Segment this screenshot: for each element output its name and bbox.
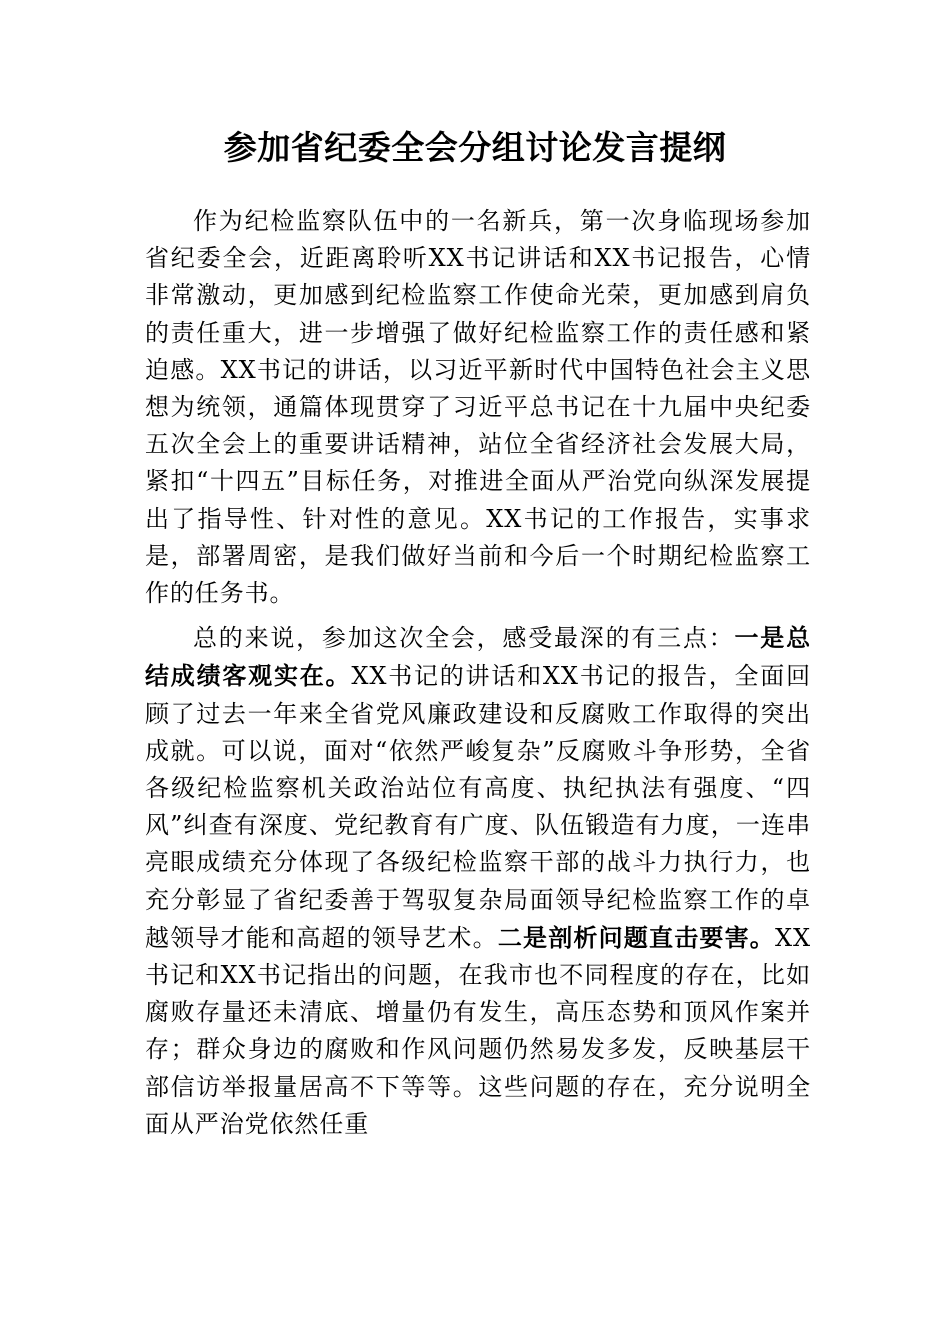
document-title: 参加省纪委全会分组讨论发言提纲 — [223, 128, 727, 167]
point-one-text: XX书记的讲话和XX书记的报告，全面回顾了过去一年来全省党风廉政建设和反腐败工作取得的突出成就。可以说，面对“依然严峻复杂”反腐败斗争形势，全省各级纪检监察机关政治站位有高度、执纪执法有强度、“四风”纠查有深度、党纪教育有广度、队伍锻造有力度，一连串亮眼成绩充分体现了各级纪检监察干部的战斗力执行力，也充分彰显了省纪委善于驾驭复杂局面领导纪检监察工作的卓越领导才能和高超的领导艺术。 — [145, 662, 811, 952]
document-body — [145, 203, 811, 1143]
paragraph-summary — [145, 619, 811, 1143]
point-one-heading: 一是总结成绩客观实在。 — [145, 623, 811, 691]
paragraph-intro: 作为纪检监察队伍中的一名新兵，第一次身临现场参加省纪委全会，近距离聆听XX书记讲话和XX书记报告，心情非常激动，更加感到纪检监察工作使命光荣，更加感到肩负的责任重大，进一步增强了做好纪检监察工作的责任感和紧迫感。XX书记的讲话，以习近平新时代中国特色社会主义思想为统领，通篇体现贯穿了习近平总书记在十九届中央纪委五次全会上的重要讲话精神，站位全省经济社会发展大局，紧扣“十四五”目标任务，对推进全面从严治党向纵深发展提出了指导性、针对性的意见。XX书记的工作报告，实事求是，部署周密，是我们做好当前和今后一个时期纪检监察工作的任务书。 — [145, 207, 811, 608]
point-two-text: XX书记和XX书记指出的问题，在我市也不同程度的存在，比如腐败存量还未清底、增量仍有发生，高压态势和顶风作案并存；群众身边的腐败和作风问题仍然易发多发，反映基层干部信访举报量居高不下等等。这些问题的存在，充分说明全面从严治党依然任重 — [145, 923, 811, 1138]
summary-lead-text: 总的来说，参加这次全会，感受最深的有三点： — [193, 624, 735, 653]
point-two-heading: 二是剖析问题直击要害。 — [497, 922, 776, 952]
